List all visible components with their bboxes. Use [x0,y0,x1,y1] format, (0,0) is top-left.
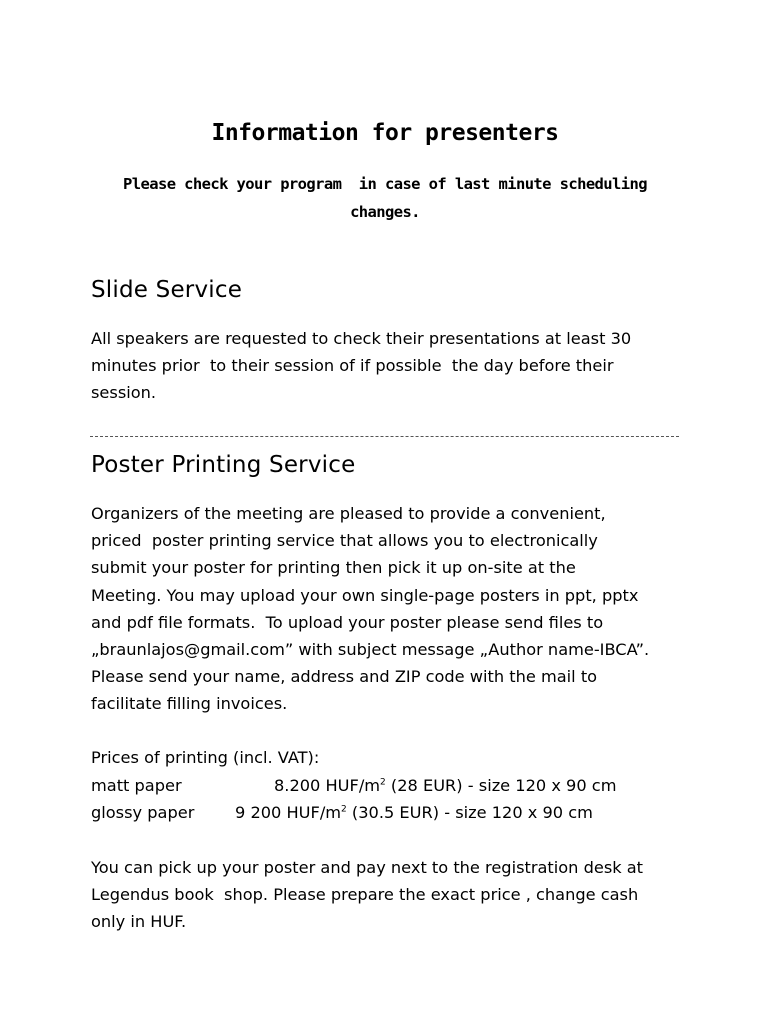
paragraph-line: Please send your name, address and ZIP code with the mail to [91,667,598,687]
price-value [235,803,593,822]
price-exponent: 2 [380,777,386,788]
section-divider [90,436,679,437]
price-value [274,776,616,795]
price-label: glossy paper [91,803,195,822]
paragraph-line: session. [91,383,157,403]
slide-service-heading: Slide Service [91,277,243,303]
paragraph-line: Organizers of the meeting are pleased to provide a convenient, [91,504,606,523]
price-detail: (30.5 EUR) - size 120 x 90 cm [346,803,593,822]
paragraph-line: submit your poster for printing then pick it up on-site at the [91,558,576,578]
paragraph-line: All speakers are requested to check their presentations at least 30 [91,329,632,348]
paragraph-line: facilitate filling invoices. [91,694,288,714]
poster-service-paragraph [91,500,691,718]
slide-service-paragraph [91,325,691,407]
paragraph-line: You can pick up your poster and pay next to the registration desk at [91,858,644,877]
paragraph-line: only in HUF. [91,912,187,932]
paragraph-line: and pdf file formats. To upload your poster please send files to [91,612,604,632]
price-exponent: 2 [341,804,347,815]
paragraph-line: „braunlajos@gmail.com” with subject message „Author name-IBCA”. [91,640,650,660]
prices-heading: Prices of printing (incl. VAT): [91,748,320,767]
price-amount: 8.200 HUF/m [274,776,381,795]
schedule-notice [100,170,670,226]
paragraph-line: minutes prior to their session of if possible the day before their [91,356,614,376]
poster-service-heading: Poster Printing Service [91,452,356,478]
page-title: Information for presenters [211,120,559,146]
paragraph-line: Legendus book shop. Please prepare the exact price , change cash [91,885,639,905]
pickup-paragraph [91,854,691,936]
notice-line: Please check your program in case of last minute scheduling [123,175,647,193]
price-detail: (28 EUR) - size 120 x 90 cm [385,776,617,795]
paragraph-line: Meeting. You may upload your own single-page posters in ppt, pptx [91,585,639,605]
price-label: matt paper [91,776,182,795]
notice-line: changes. [350,203,420,221]
paragraph-line: priced poster printing service that allows you to electronically [91,531,598,551]
price-amount: 9 200 HUF/m [235,803,342,822]
